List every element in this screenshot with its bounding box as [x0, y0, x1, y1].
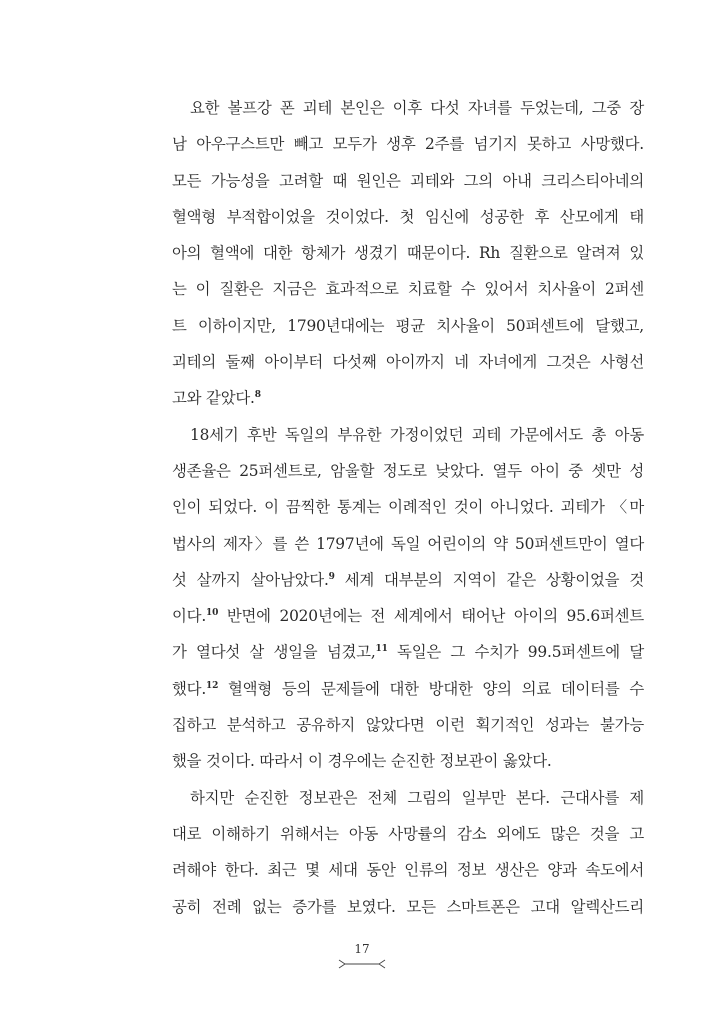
- line-text: 했다.: [172, 679, 207, 698]
- text-line: 아의 혈액에 대한 항체가 생겼기 때문이다. Rh 질환으로 알려져 있: [172, 244, 644, 263]
- line-text: 가 열다섯 살 생일을 넘겼고,: [172, 643, 376, 662]
- line-text: 이다.: [172, 607, 207, 626]
- text-line: 생존율은 25퍼센트로, 암울할 정도로 낮았다. 열두 아이 중 셋만 성: [172, 461, 644, 480]
- line-text: 세계 대부분의 지역이 같은 상황이었을 것: [334, 570, 644, 589]
- paragraph: [172, 417, 644, 780]
- line-text: 독일은 그 수치가 99.5퍼센트에 달: [387, 643, 644, 662]
- text-line: 18세기 후반 독일의 부유한 가정이었던 괴테 가문에서도 총 아동: [190, 425, 644, 444]
- line-text: 고와 같았다.: [172, 389, 255, 408]
- line-text: 반면에 2020년에는 전 세계에서 태어난 아이의 95.6퍼센트: [218, 607, 644, 626]
- paragraph: [172, 780, 644, 925]
- text-line: [172, 562, 644, 598]
- text-line: 했을 것이다. 따라서 이 경우에는 순진한 정보관이 옳았다.: [172, 752, 552, 771]
- text-line: [172, 634, 644, 670]
- text-line: 하지만 순진한 정보관은 전체 그림의 일부만 본다. 근대사를 제: [190, 788, 644, 807]
- text-line: [172, 598, 644, 634]
- page-footer: [0, 942, 724, 970]
- footnote-ref: 9: [328, 571, 335, 582]
- text-line: 괴테의 둘째 아이부터 다섯째 아이까지 네 자녀에게 그것은 사형선: [172, 353, 644, 372]
- text-line: 는 이 질환은 지금은 효과적으로 치료할 수 있어서 치사율이 2퍼센: [172, 280, 644, 299]
- text-line: [172, 671, 644, 707]
- text-line: 요한 볼프강 폰 괴테 본인은 이후 다섯 자녀를 두었는데, 그중 장: [190, 99, 644, 117]
- text-line: 모든 가능성을 고려할 때 원인은 괴테와 그의 아내 크리스티아네의: [172, 171, 644, 190]
- paragraph: [172, 90, 644, 417]
- line-text: 섯 살까지 살아남았다.: [172, 570, 329, 589]
- footnote-ref: 10: [206, 608, 219, 619]
- line-text: 혈액형 등의 문제들에 대한 방대한 양의 의료 데이터를 수: [218, 679, 644, 698]
- text-line: 인이 되었다. 이 끔찍한 통계는 이례적인 것이 아니었다. 괴테가 〈마: [172, 498, 644, 517]
- page-number: 17: [354, 942, 370, 956]
- text-line: 법사의 제자〉를 쓴 1797년에 독일 어린이의 약 50퍼센트만이 열다: [172, 534, 644, 553]
- text-line: 집하고 분석하고 공유하지 않았다면 이런 획기적인 성과는 불가능: [172, 716, 644, 735]
- text-line: 남 아우구스트만 빼고 모두가 생후 2주를 넘기지 못하고 사망했다.: [172, 135, 644, 154]
- text-line: 혈액형 부적합이었을 것이었다. 첫 임신에 성공한 후 산모에게 태: [172, 207, 644, 226]
- text-line: 대로 이해하기 위해서는 아동 사망률의 감소 외에도 많은 것을 고: [172, 824, 644, 843]
- text-line: 트 이하이지만, 1790년대에는 평균 치사율이 50퍼센트에 달했고,: [172, 316, 644, 335]
- text-line: 려해야 한다. 최근 몇 세대 동안 인류의 정보 생산은 양과 속도에서: [172, 861, 644, 880]
- divider-ornament-icon: [337, 958, 387, 970]
- footnote-ref: 11: [375, 644, 388, 655]
- footnote-ref: 8: [254, 390, 261, 401]
- footnote-ref: 12: [206, 680, 219, 691]
- text-line: [172, 380, 644, 416]
- text-line: 공히 전례 없는 증가를 보였다. 모든 스마트폰은 고대 알렉산드리: [172, 897, 644, 916]
